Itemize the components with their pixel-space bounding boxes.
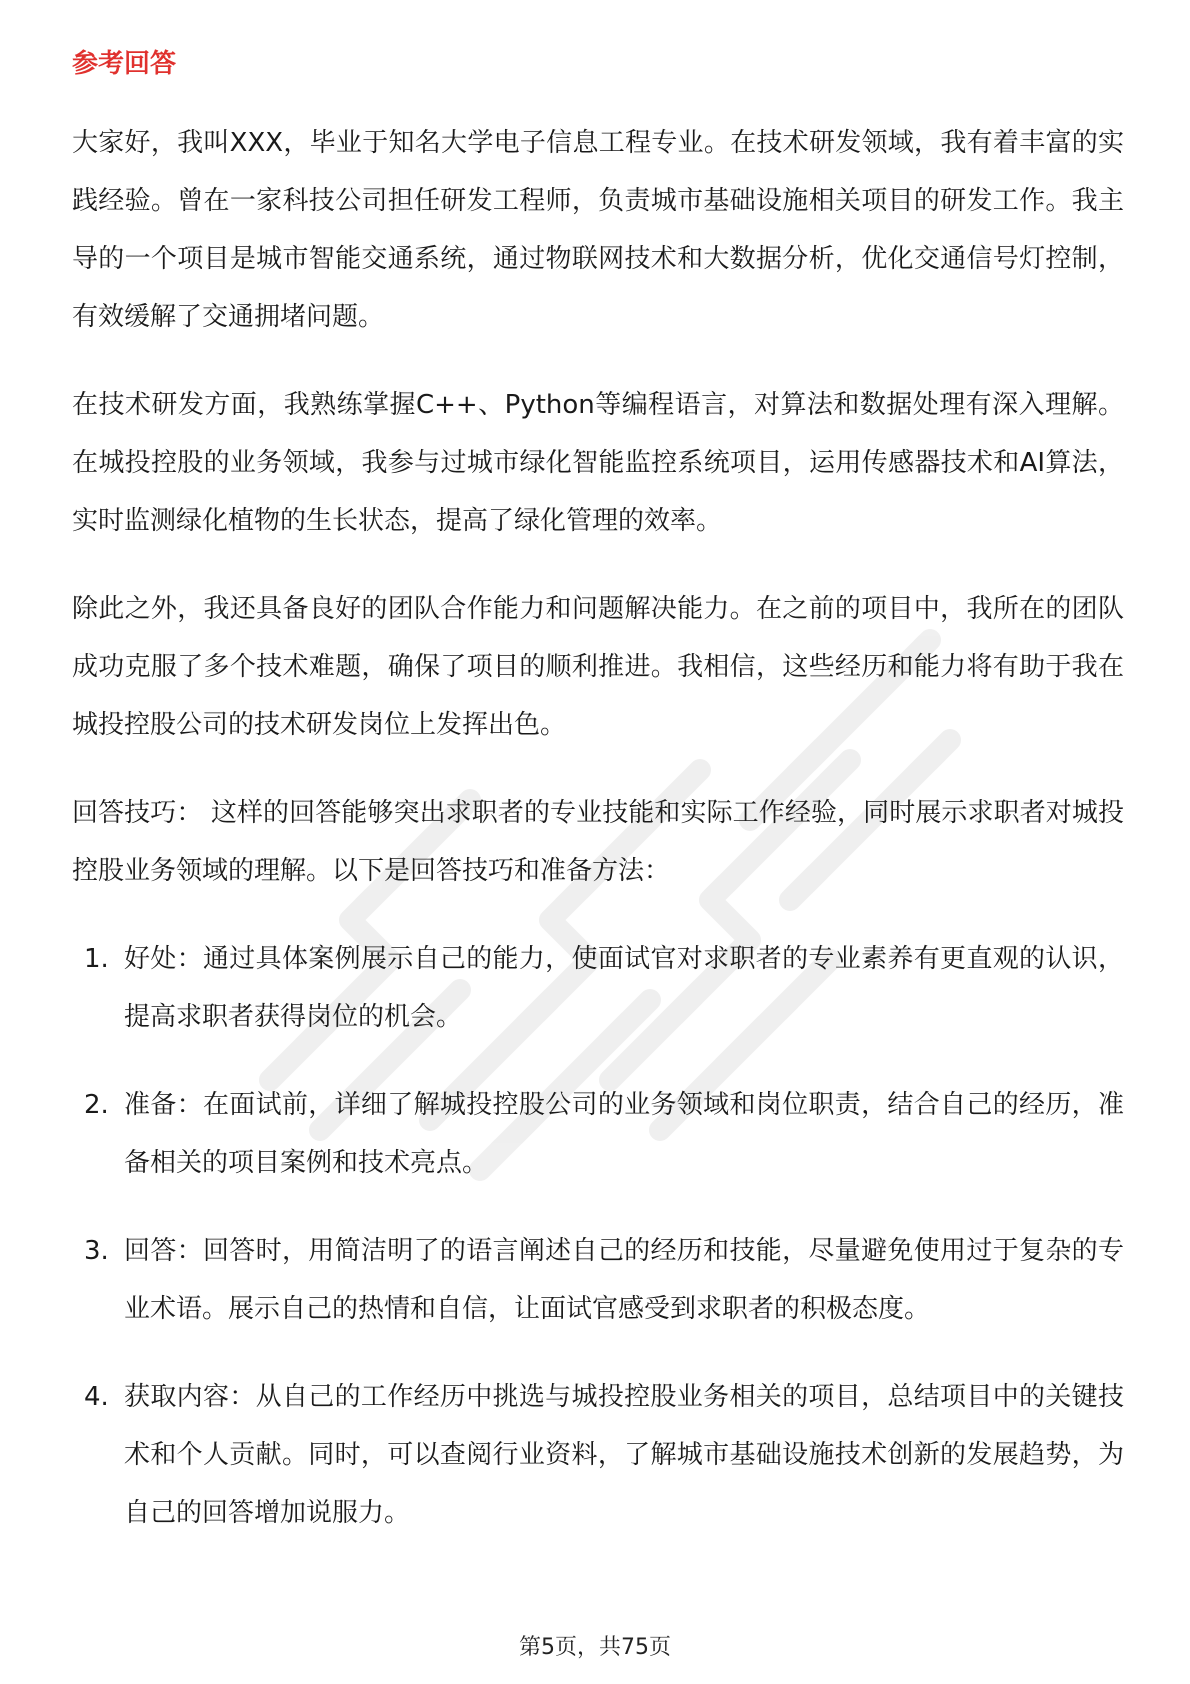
- list-text: 获取内容：从自己的工作经历中挑选与城投控股业务相关的项目，总结项目中的关键技术和个人贡献。同时，可以查阅行业资料，了解城市基础设施技术创新的发展趋势，为自己的回答增加说服力。: [124, 1382, 1124, 1528]
- content: [72, 44, 1124, 1572]
- tips-list: [72, 930, 1124, 1542]
- paragraph-tips: 回答技巧： 这样的回答能够突出求职者的专业技能和实际工作经验，同时展示求职者对城投控股业务领域的理解。以下是回答技巧和准备方法：: [72, 798, 1124, 886]
- list-text: 好处：通过具体案例展示自己的能力，使面试官对求职者的专业素养有更直观的认识，提高求职者获得岗位的机会。: [124, 944, 1124, 1032]
- page-number-footer: 第5页，共75页: [519, 1635, 671, 1660]
- list-number: 3.: [84, 1236, 109, 1266]
- list-item: [72, 1076, 1124, 1192]
- section-title: 参考回答: [72, 49, 177, 79]
- list-number: 2.: [84, 1090, 109, 1120]
- paragraph-skills: 在技术研发方面，我熟练掌握C++、Python等编程语言，对算法和数据处理有深入理解。在城投控股的业务领域，我参与过城市绿化智能监控系统项目，运用传感器技术和AI算法，实时监测绿化植物的生长状态，提高了绿化管理的效率。: [72, 390, 1124, 536]
- list-item: [72, 930, 1124, 1046]
- paragraph-intro: 大家好，我叫XXX，毕业于知名大学电子信息工程专业。在技术研发领域，我有着丰富的实践经验。曾在一家科技公司担任研发工程师，负责城市基础设施相关项目的研发工作。我主导的一个项目是城市智能交通系统，通过物联网技术和大数据分析，优化交通信号灯控制，有效缓解了交通拥堵问题。: [72, 128, 1124, 332]
- list-number: 1.: [84, 944, 109, 974]
- list-text: 准备：在面试前，详细了解城投控股公司的业务领域和岗位职责，结合自己的经历，准备相关的项目案例和技术亮点。: [124, 1090, 1124, 1178]
- list-number: 4.: [84, 1382, 109, 1412]
- list-text: 回答：回答时，用简洁明了的语言阐述自己的经历和技能，尽量避免使用过于复杂的专业术语。展示自己的热情和自信，让面试官感受到求职者的积极态度。: [124, 1236, 1124, 1324]
- paragraph-teamwork: 除此之外，我还具备良好的团队合作能力和问题解决能力。在之前的项目中，我所在的团队成功克服了多个技术难题，确保了项目的顺利推进。我相信，这些经历和能力将有助于我在城投控股公司的技术研发岗位上发挥出色。: [72, 594, 1124, 740]
- list-item: [72, 1368, 1124, 1542]
- list-item: [72, 1222, 1124, 1338]
